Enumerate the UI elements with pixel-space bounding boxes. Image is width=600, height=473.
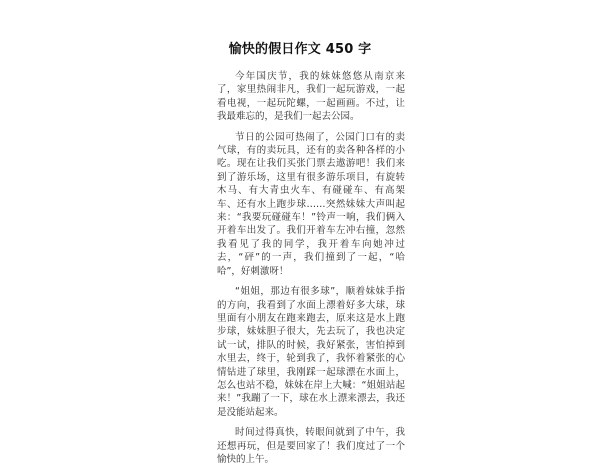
essay-paragraph: 节日的公园可热闹了，公园门口有的卖气球，有的卖玩具，还有的卖各种各样的小吃。现在让我们买张门票去遨游吧！我们来到了游乐场，这里有很多游乐项目，有旋转木马、有大青虫火车、有碰碰车、有高架车、还有水上跑步球……突然妹妹大声叫起来：“我要玩碰碰车！”铃声一响，我们俩入开着车出发了。我们开着车左冲右撞，忽然我看见了我的同学，我开着车向她冲过去，“砰”的一声，我们撞到了一起，“哈哈”，好刺激呀！	[217, 131, 405, 277]
essay-paragraph: “姐姐，那边有很多球”，顺着妹妹手指的方向，我看到了水面上漂着好多大球，球里面有小朋友在跑来跑去，原来这是水上跑步球，妹妹胆子很大，先去玩了，我也决定试一试，排队的时候，我好紧张，害怕掉到水里去，终于，轮到我了，我怀着紧张的心情钻进了球里，我刚踩一起球漂在水面上，怎么也站不稳，妹妹在岸上大喊：“姐姐站起来！”我蹦了一下，球在水上漂来漂去，我还是没能站起来。	[217, 286, 405, 418]
essay-title: 愉快的假日作文 450 字	[228, 42, 372, 57]
essay-body	[217, 70, 405, 473]
essay-paragraph: 时间过得真快，转眼间就到了中午，我还想再玩，但是要回家了！我们度过了一个愉快的上午。	[217, 427, 405, 465]
essay-paragraph: 今年国庆节，我的妹妹悠悠从南京来了，家里热闹非凡，我们一起玩游戏，一起看电视，一起玩陀螺，一起画画。不过，让我最难忘的，是我们一起去公园。	[217, 71, 405, 123]
